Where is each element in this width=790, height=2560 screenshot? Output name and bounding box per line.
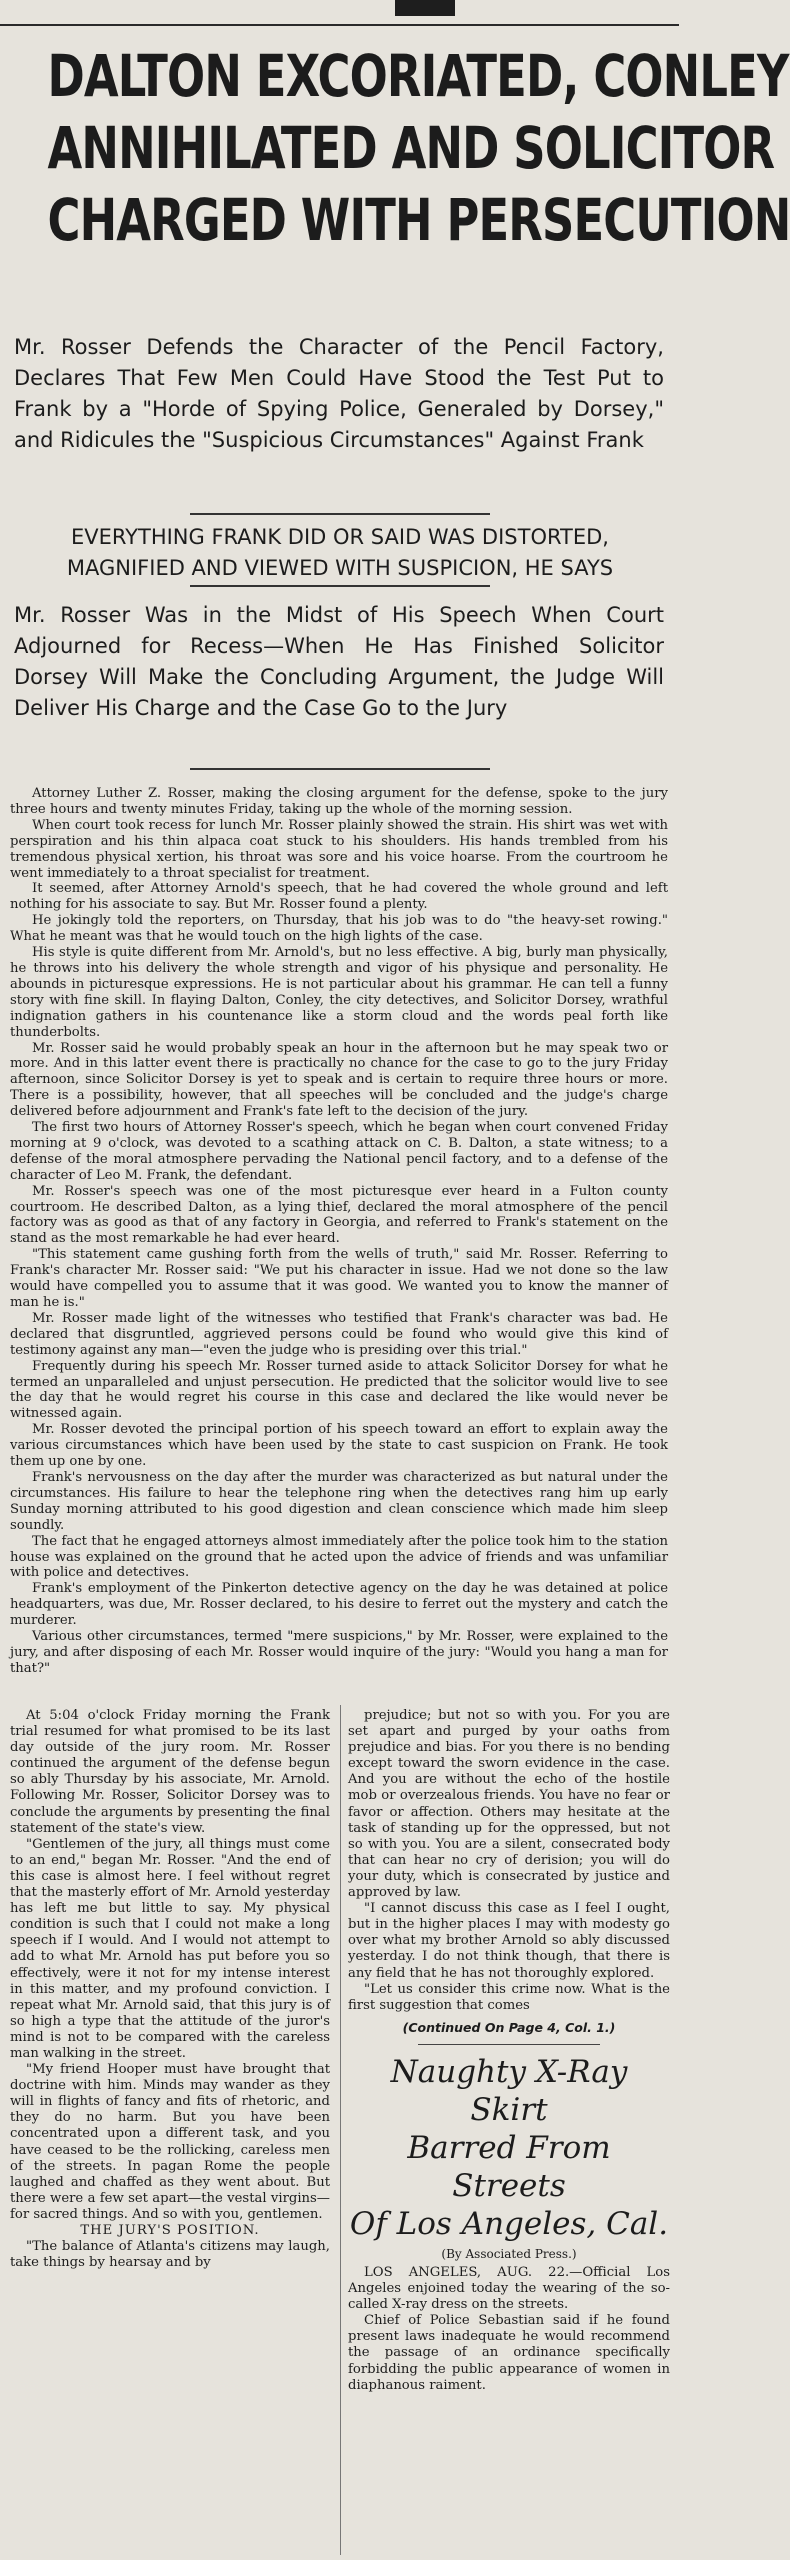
headline-line: CHARGED WITH PERSECUTION [47,186,790,254]
paragraph: Mr. Rosser devoted the principal portion of his speech toward an effort to explain away the various circumstances which have been used by the state to cast suspicion on Frank. He took them up one by one. [10,1422,668,1470]
subhead: THE JURY'S POSITION. [80,2223,260,2238]
paragraph: Frequently during his speech Mr. Rosser turned aside to attack Solicitor Dorsey for what he termed an unparalleled and unjust persecution. He predicted that the solicitor would live to see the day that he would regret his course in this case and declared the like would never be witnessed again. [10,1358,668,1422]
cropped-type-fragment [395,0,455,16]
deck-second-line: MAGNIFIED AND VIEWED WITH SUSPICION, HE SAYS [66,556,614,580]
headline [0,40,790,256]
headline-line: ANNIHILATED AND SOLICITOR [47,114,775,182]
paragraph: "The balance of Atlanta's citizens may laugh, take things by hearsay and by [10,2239,330,2271]
byline: (By Associated Press.) [441,2246,577,2261]
paragraph: LOS ANGELES, AUG. 22.—Official Los Angeles enjoined today the wearing of the so-called X-ray dress on the streets. [348,2264,670,2313]
paragraph: His style is quite different from Mr. Arnold's, but no less effective. A big, burly man physically, he throws into his delivery the whole strength and vigor of his physique and personality. He abounds in picturesque expressions. He is not particular about his grammar. He can tell a funny story with fine skill. In flaying Dalton, Conley, the city detectives, and Solicitor Dorsey, wrathful indignation gathers in his countenance like a storm cloud and the words peal forth like thunderbolts. [10,945,668,1040]
story-rule [418,2044,600,2045]
deck-separator [190,768,490,770]
paragraph: Chief of Police Sebastian said if he found present laws inadequate he would recommend the passage of an ordinance specifically forbidding the public appearance of women in diaphanous raiment. [348,2313,670,2393]
deck-separator [190,513,490,515]
paragraph: Mr. Rosser said he would probably speak an hour in the afternoon but he may speak two or more. And in this latter event there is practically no chance for the case to go to the jury Friday afternoon, since Solicitor Dorsey is yet to speak and is certain to require three hours or more. There is a possibility, however, that all speeches will be concluded and the judge's charge delivered before adjournment and Frank's fate left to the decision of the jury. [10,1040,668,1120]
story-headline-line: Naughty X-Ray Skirt [390,2053,628,2128]
paragraph: Frank's nervousness on the day after the murder was characterized as but natural under the circumstances. His failure to hear the telephone ring when the detectives rang him up early Sunday morning attributed to his good digestion and clean conscience which made him sleep soundly. [10,1469,668,1533]
right-column [348,1708,670,2394]
paragraph: He jokingly told the reporters, on Thursday, that his job was to do "the heavy-set rowing." What he meant was that he would touch on the high lights of the case. [10,913,668,945]
paragraph: It seemed, after Attorney Arnold's speech, that he had covered the whole ground and left nothing for his associate to say. But Mr. Rosser found a plenty. [10,881,668,913]
paragraph: At 5:04 o'clock Friday morning the Frank trial resumed for what promised to be its last day outside of the jury room. Mr. Rosser continued the argument of the defense begun so ably Thursday by his associate, Mr. Arnold. Following Mr. Rosser, Solicitor Dorsey was to conclude the arguments by presenting the final statement of the state's view. [10,1708,330,1836]
deck-separator [190,585,490,587]
top-strip [0,0,679,36]
paragraph: When court took recess for lunch Mr. Rosser plainly showed the strain. His shirt was wet with perspiration and his thin alpaca coat stuck to his shoulders. His hands trembled from his tremendous physical xertion, his throat was sore and his voice hoarse. From the courtroom he went immediately to a throat specialist for treatment. [10,817,668,881]
deck-second [6,522,674,584]
paragraph: prejudice; but not so with you. For you are set apart and purged by your oaths from prejudice and bias. For you there is no bending except toward the sworn evidence in the case. And you are without the echo of the hostile mob or overzealous friends. You have no fear or favor or affection. Others may hesitate at the task of standing up for the oppressed, but not so with you. You are a silent, consecrated body that can hear no cry of derision; you will do your duty, which is consecrated by justice and approved by law. [348,1708,670,1901]
paragraph: The first two hours of Attorney Rosser's speech, which he began when court convened Friday morning at 9 o'clock, was devoted to a scathing attack on C. B. Dalton, a state witness; to a defense of the moral atmosphere pervading the National pencil factory, and to a defense of the character of Leo M. Frank, the defendant. [10,1120,668,1183]
continued-line: (Continued On Page 4, Col. 1.) [402,2019,616,2035]
deck-third: Mr. Rosser Was in the Midst of His Speech When Court Adjourned for Recess—When He Has Finished Solicitor Dorsey Will Make the Concluding Argument, the Judge Will Deliver His Charge and the Case Go to the Jury [14,603,664,720]
deck-first: Mr. Rosser Defends the Character of the Pencil Factory, Declares That Few Men Could Have Stood the Test Put to Frank by a "Horde of Spying Police, Generaled by Dorsey," and Ridicules the "Suspicious Circumstances" Against Frank [14,335,664,452]
paragraph: "I cannot discuss this case as I feel I ought, but in the higher places I may with modesty go over what my brother Arnold so ably discussed yesterday. I do not think though, that there is any field that he has not thoroughly explored. [348,1901,670,1981]
paragraph: The fact that he engaged attorneys almost immediately after the police took him to the station house was explained on the ground that he acted upon the advice of friends and was unfamiliar with police and detectives. [10,1533,668,1581]
story-headline-line: Barred From Streets [407,2129,611,2204]
paragraph: Attorney Luther Z. Rosser, making the closing argument for the defense, spoke to the jury three hours and twenty minutes Friday, taking up the whole of the morning session. [10,786,668,817]
column-divider [340,1705,341,2555]
paragraph: Various other circumstances, termed "mere suspicions," by Mr. Rosser, were explained to the jury, and after disposing of each Mr. Rosser would inquire of the jury: "Would you hang a man for that?" [10,1629,668,1676]
paragraph: Mr. Rosser made light of the witnesses who testified that Frank's character was bad. He declared that disgruntled, aggrieved persons could be found who would give this kind of testimony against any man—"even the judge who is presiding over this trial." [10,1310,668,1358]
left-column [10,1708,330,2271]
story-headline-line: Of Los Angeles, Cal. [349,2205,669,2242]
paragraph: Mr. Rosser's speech was one of the most picturesque ever heard in a Fulton county courtroom. He described Dalton, as a lying thief, declared the moral atmosphere of the pencil factory was as good as that of any factory in Georgia, and referred to Frank's statement on the stand as the most remarkable he had ever heard. [10,1183,668,1247]
top-rule [0,24,679,26]
paragraph: "My friend Hooper must have brought that doctrine with him. Minds may wander as they will in flights of fancy and fits of rhetoric, and they do no harm. But you have been concentrated upon a different task, and you have ceased to be the rollicking, careless men of the streets. In pagan Rome the people laughed and chaffed as they went about. But there were a few set apart—the vestal virgins—for sacred things. And so with you, gentlemen. [10,2062,330,2222]
paragraph: "Let us consider this crime now. What is the first suggestion that comes [348,1981,670,2013]
lead-story-body [10,786,668,1677]
paragraph: "This statement came gushing forth from the wells of truth," said Mr. Rosser. Referring to Frank's character Mr. Rosser said: "We put his character in issue. Had we not done so the law would have compelled you to assume that it was good. We wanted you to know the manner of man he is." [10,1247,668,1310]
paragraph: Frank's employment of the Pinkerton detective agency on the day he was detained at police headquarters, was due, Mr. Rosser declared, to his desire to ferret out the mystery and catch the murderer. [10,1581,668,1629]
headline-line: DALTON EXCORIATED, CONLEY [47,42,789,110]
deck-second-line: EVERYTHING FRANK DID OR SAID WAS DISTORTED, [71,525,609,549]
paragraph: "Gentlemen of the jury, all things must come to an end," began Mr. Rosser. "And the end of this case is almost here. I feel without regret that the masterly effort of Mr. Arnold yesterday has left me but little to say. My physical condition is such that I could not make a long speech if I would. And I would not attempt to add to what Mr. Arnold has put before you so effectively, were it not for my intense interest in this matter, and my profound conviction. I repeat what Mr. Arnold said, that this jury is of so high a type that the attitude of the juror's mind is not to be compared with the careless man walking in the street. [10,1836,330,2061]
